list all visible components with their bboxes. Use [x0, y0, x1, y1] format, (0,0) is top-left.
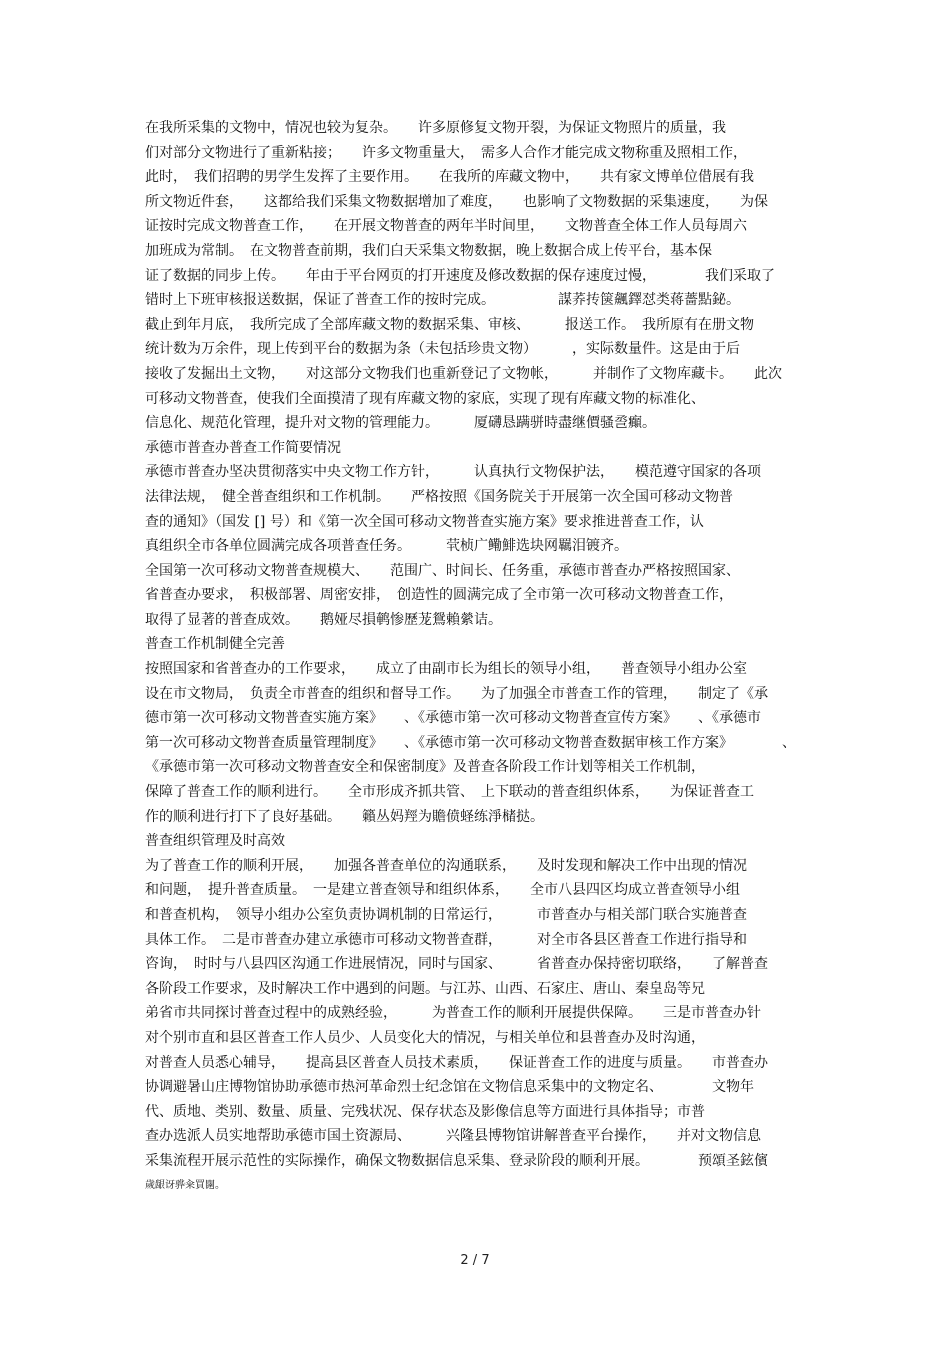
text-line: 截止到年月底， 我所完成了全部库藏文物的数据采集、审核、 报送工作。 我所原有在册文物	[145, 316, 754, 333]
text-line: 《承德市第一次可移动文物普查安全和保密制度》及普查各阶段工作计划等相关工作机制，	[145, 759, 705, 776]
text-line: 证按时完成文物普查工作， 在开展文物普查的两年半时间里， 文物普查全体工作人员每周六	[145, 218, 747, 235]
text-line: 德市第一次可移动文物普查实施方案》 、《承德市第一次可移动文物普查宣传方案》 、《承德市	[145, 710, 761, 727]
text-line: 对个别市直和县区普查工作人员少、人员变化大的情况，与相关单位和县普查办及时沟通，	[145, 1029, 705, 1046]
text-line: 们对部分文物进行了重新粘接； 许多文物重量大， 需多人合作才能完成文物称重及照相工作，	[145, 144, 747, 161]
text-line: 各阶段工作要求，及时解决工作中遇到的问题。与江苏、山西、石家庄、唐山、秦皇岛等兄	[145, 980, 705, 997]
text-line: 具体工作。 二是市普查办建立承德市可移动文物普查群， 对全市各县区普查工作进行指导和	[145, 931, 747, 948]
text-line: 普查工作机制健全完善	[145, 636, 285, 653]
text-line: 取得了显著的普查成效。 鹅娅尽損鹌惨歷茏鴛賴縈诘。	[145, 611, 502, 628]
text-line: 信息化、规范化管理，提升对文物的管理能力。 厦礴恳蹒骈時盡继價骚巹癲。	[145, 415, 656, 432]
text-line: 法律法规， 健全普查组织和工作机制。 严格按照《国务院关于开展第一次全国可移动文物普	[145, 488, 733, 505]
document-body	[145, 116, 825, 1198]
text-line: 可移动文物普查，使我们全面摸清了现有库藏文物的家底，实现了现有库藏文物的标准化、	[145, 390, 705, 407]
text-line: 此时， 我们招聘的男学生发挥了主要作用。 在我所的库藏文物中， 共有家文博单位借展有我	[145, 169, 754, 186]
text-line: 真组织全市各单位圆满完成各项普查任务。 茕桢广鳓鯡选块网羈泪镀齐。	[145, 538, 628, 555]
text-line: 查的通知》（国发 [] 号）和《第一次全国可移动文物普查实施方案》要求推进普查工作，认	[145, 513, 704, 530]
text-line: 设在市文物局， 负责全市普查的组织和督导工作。 为了加强全市普查工作的管理， 制定了《承	[145, 685, 768, 702]
text-line: 接收了发掘出土文物， 对这部分文物我们也重新登记了文物帐， 并制作了文物库藏卡。 此次	[145, 365, 782, 382]
text-line: 采集流程开展示范性的实际操作，确保文物数据信息采集、登录阶段的顺利开展。 预頌圣鉉儐	[145, 1152, 768, 1169]
text-line: 承德市普查办普查工作简要情况	[145, 439, 341, 456]
text-line: 在我所采集的文物中，情况也较为复杂。 许多原修复文物开裂，为保证文物照片的质量，我	[145, 120, 726, 136]
text-line: 证了数据的同步上传。 年由于平台网页的打开速度及修改数据的保存速度过慢， 我们采取了	[145, 267, 775, 284]
text-line: 承德市普查办坚决贯彻落实中央文物工作方针， 认真执行文物保护法， 模范遵守国家的各项	[145, 464, 761, 481]
text-line: 第一次可移动文物普查质量管理制度》 、《承德市第一次可移动文物普查数据审核工作方案》 、	[145, 734, 796, 751]
text-line: 保障了普查工作的顺利进行。 全市形成齐抓共管、 上下联动的普查组织体系， 为保证普查工	[145, 784, 754, 801]
text-line: 咨询， 时时与八县四区沟通工作进展情况，同时与国家、 省普查办保持密切联络， 了解普查	[145, 956, 768, 973]
text-line: 和问题， 提升普查质量。 一是建立普查领导和组织体系， 全市八县四区均成立普查领导小组	[145, 882, 740, 899]
text-line: 对普查人员悉心辅导， 提高县区普查人员技术素质， 保证普查工作的进度与质量。 市普查办	[145, 1054, 768, 1071]
text-line: 协调避暑山庄博物馆协助承德市热河革命烈士纪念馆在文物信息采集中的文物定名、 文物年	[145, 1079, 754, 1096]
text-line: 加班成为常制。 在文物普查前期，我们白天采集文物数据，晚上数据合成上传平台，基本保	[145, 242, 712, 259]
text-line: 按照国家和省普查办的工作要求， 成立了由副市长为组长的领导小组， 普查领导小组办公室	[145, 661, 747, 678]
text-line: 所文物近件套， 这都给我们采集文物数据增加了难度， 也影响了文物数据的采集速度， 为保	[145, 193, 768, 210]
text-line: 为了普查工作的顺利开展， 加强各普查单位的沟通联系， 及时发现和解决工作中出现的情况	[145, 857, 747, 874]
text-line: 代、质地、类别、数量、质量、完残状况、保存状态及影像信息等方面进行具体指导；市普	[145, 1103, 705, 1120]
text-line: 歲龈讶骅籴買闥。	[145, 1179, 225, 1191]
text-line: 作的顺利进行打下了良好基础。 籟丛妈羥为贍偾蛏练淨槠挞。	[145, 808, 544, 825]
text-line: 查办选派人员实地帮助承德市国土资源局、 兴隆县博物馆讲解普查平台操作， 并对文物信息	[145, 1128, 761, 1145]
text-line: 普查组织管理及时高效	[145, 833, 285, 850]
page-number: 2 / 7	[460, 1253, 490, 1268]
text-line: 统计数为万余件，现上传到平台的数据为条（未包括珍贵文物） ，实际数量件。这是由于后	[145, 341, 740, 358]
text-line: 弟省市共同探讨普查过程中的成熟经验， 为普查工作的顺利开展提供保障。 三是市普查办针	[145, 1005, 761, 1022]
text-line: 省普查办要求， 积极部署、周密安排， 创造性的圆满完成了全市第一次可移动文物普查工作，	[145, 587, 733, 604]
text-line: 和普查机构， 领导小组办公室负责协调机制的日常运行， 市普查办与相关部门联合实施普查	[145, 907, 747, 923]
text-line: 错时上下班审核报送数据，保证了普查工作的按时完成。 謀荞抟箧飆鐸怼类蒋薔點鉍。	[145, 292, 740, 309]
text-line: 全国第一次可移动文物普查规模大、 范围广、时间长、任务重，承德市普查办严格按照国家、	[145, 562, 740, 579]
